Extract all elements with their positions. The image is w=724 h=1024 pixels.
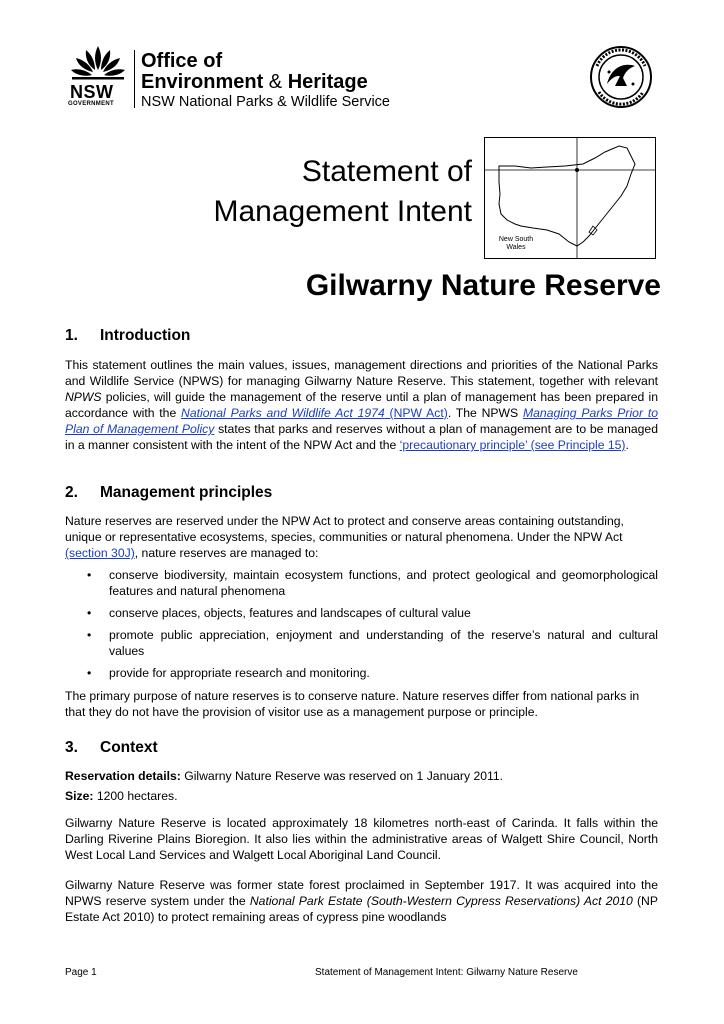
section-title: Management principles	[100, 484, 273, 501]
reservation-label: Reservation details:	[65, 769, 181, 783]
act-title-italic: National Park Estate (South-Western Cypress Reservations) Act 2010	[249, 894, 633, 908]
reservation-value: Gilwarny Nature Reserve was reserved on 1 January 2011.	[180, 769, 504, 783]
office-of-label: Office of	[141, 50, 223, 72]
history-paragraph	[65, 877, 658, 925]
principles-text: Nature reserves are reserved under the NPW Act to protect and conserve areas containing outstanding, unique or representative ecosystems, species, communities or natural phenomena. Under the NPW Act	[65, 514, 624, 544]
page-number: Page 1	[65, 967, 97, 978]
map-label-line2: Wales	[506, 244, 526, 251]
npw-act-link-suffix[interactable]: (NPW Act)	[384, 406, 448, 420]
npw-act-link[interactable]	[181, 406, 448, 420]
intro-italic: NPWS	[65, 390, 102, 404]
statement-title	[152, 152, 472, 232]
location-paragraph: Gilwarny Nature Reserve is located approximately 18 kilometres north-east of Carinda. It falls within the Darling Riverine Plains Bioregion. It also lies within the administrative areas of Walgett Shire Council, North West Local Land Services and Walgett Local Aboriginal Land Council.	[65, 816, 658, 862]
list-item: • conserve places, objects, features and landscapes of cultural value	[65, 605, 658, 621]
precautionary-principle-link[interactable]: ‘precautionary principle’ (see Principle 15)	[399, 438, 626, 452]
managing-parks-link-text[interactable]: Managing Parks Prior to Plan of Management Policy	[65, 406, 658, 436]
section-number: 3.	[65, 739, 78, 756]
size-details	[65, 788, 658, 804]
npws-label: NSW National Parks & Wildlife Service	[141, 94, 390, 110]
statement-title-line2: Management Intent	[213, 195, 472, 228]
list-item: • conserve biodiversity, maintain ecosystem functions, and protect geological and geomorphological features and natural phenomena	[65, 567, 658, 599]
list-item: • promote public appreciation, enjoyment and understanding of the reserve’s natural and cultural values	[65, 627, 658, 659]
size-value: 1200 hectares.	[93, 789, 178, 803]
intro-text: states that parks and reserves without a plan of management are to be managed in a manner consistent with the intent of the NPW Act and the	[65, 422, 658, 452]
section-title: Introduction	[100, 327, 191, 344]
map-label-line1: New South	[498, 236, 534, 243]
size-label: Size:	[65, 789, 94, 803]
history-text: Gilwarny Nature Reserve was former state forest proclaimed in September 1917. It was acquired into the NPWS reserve system under the	[65, 878, 658, 908]
primary-purpose-paragraph: The primary purpose of nature reserves is to conserve nature. Nature reserves differ from national parks in that they do not have the provision of visitor use as a management purpose or principle.	[65, 689, 640, 719]
introduction-paragraph	[65, 357, 658, 453]
environment-word: Environment	[141, 71, 264, 93]
section-heading-management-principles	[65, 484, 272, 502]
principles-list	[65, 567, 658, 687]
footer-title: Statement of Management Intent: Gilwarny Nature Reserve	[315, 967, 578, 978]
heritage-word: Heritage	[287, 71, 368, 93]
section-title: Context	[100, 739, 158, 756]
npw-act-link-text[interactable]: National Parks and Wildlife Act 1974	[181, 406, 385, 420]
intro-text: policies, will guide the management of the reserve until a plan of management has been prepared in accordance with the	[65, 390, 658, 420]
reserve-title: Gilwarny Nature Reserve	[305, 269, 661, 302]
section-30j-link[interactable]: (section 30J)	[65, 546, 135, 560]
principles-paragraph	[65, 513, 658, 561]
statement-title-line1: Statement of	[301, 155, 472, 188]
intro-text: . The NPWS	[447, 406, 523, 420]
section-heading-introduction	[65, 327, 190, 345]
section-number: 1.	[65, 327, 78, 344]
principles-text: , nature reserves are managed to:	[134, 546, 319, 560]
nsw-wordmark: NSW	[70, 82, 114, 102]
history-text: (NP Estate Act 2010) to protect remaining areas of cypress pine woodlands	[65, 894, 658, 924]
section-heading-context	[65, 739, 158, 757]
intro-text: This statement outlines the main values, issues, management directions and priorities of the National Parks and Wildlife Service (NPWS) for managing Gilwarny Nature Reserve. This statement, together with relevant	[65, 358, 658, 388]
logo-divider	[134, 50, 135, 108]
reservation-details	[65, 768, 658, 784]
section-number: 2.	[65, 484, 78, 501]
environment-heritage-label	[141, 71, 368, 93]
map-label	[498, 236, 534, 252]
list-item: • provide for appropriate research and monitoring.	[65, 665, 658, 681]
intro-text: .	[625, 438, 629, 452]
npws-emblem-logo	[585, 44, 657, 110]
ampersand: &	[263, 71, 288, 93]
nsw-government-label: GOVERNMENT	[68, 101, 115, 107]
